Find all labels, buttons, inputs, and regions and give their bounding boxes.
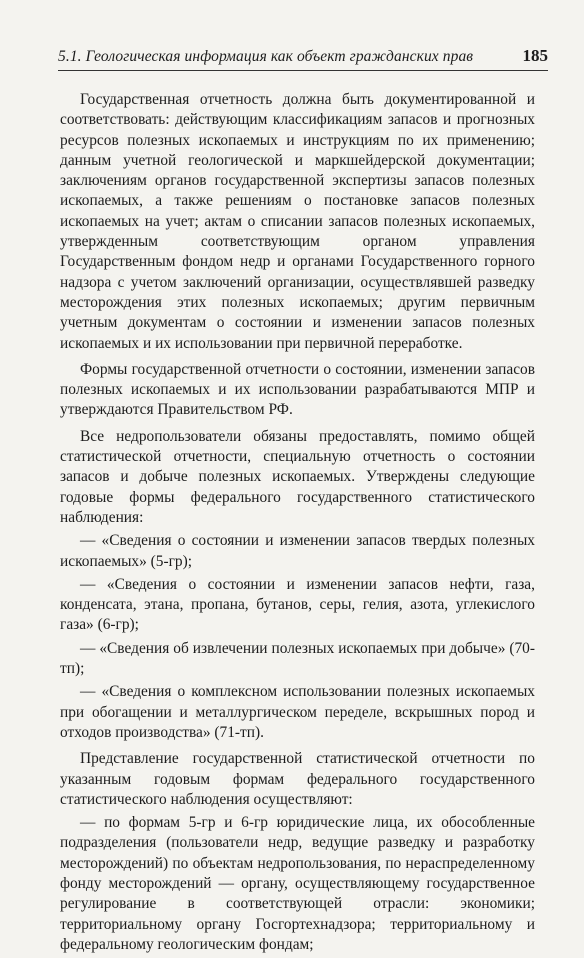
- list-item: — «Сведения об извлечении полезных ископаемых при добыче» (70-тп);: [60, 639, 535, 678]
- paragraph: Государственная отчетность должна быть документированной и соответствовать: действующим классификациям запасов и прогнозных ресурсов полезных ископаемых и инструкциям по их применению; данным учетной геологической и маркшейдерской документации; заключениям органов государственной экспертизы запасов полезных ископаемых, а также решениям о постановке запасов полезных ископаемых на учет; актам о списании запасов полезных ископаемых, утвержденным соответствующим органом управления Государственным фондом недр и органами Государственного горного надзора с учетом заключений организации, осуществлявшей разведку месторождения этих полезных ископаемых; другим первичным учетным документам о состоянии и изменении запасов полезных ископаемых и их использовании при первичной переработке.: [60, 91, 535, 352]
- paragraph: Формы государственной отчетности о состоянии, изменении запасов полезных ископаемых и их использовании разрабатываются МПР и утверждаются Правительством РФ.: [60, 360, 535, 419]
- page-number: 185: [522, 46, 548, 65]
- list-item: — «Сведения о комплексном использовании полезных ископаемых при обогащении и металлургическом переделе, вскрышных пород и отходов производства» (71-тп).: [60, 683, 535, 741]
- paragraph: Представление государственной статистической отчетности по указанным годовым формам федерального государственного статистического наблюдения осуществляют:: [60, 750, 535, 808]
- body-text: [60, 90, 535, 958]
- list-item: — по формам 5-гр и 6-гр юридические лица, их обособленные подразделения (пользователи недр, ведущие разведку и разработку месторождений) по объектам недропользования, по нераспределенному фонду месторождений — органу, осуществляющему государственное регулирование в соответствующей отрасли: экономики; территориальному органу Госгортехнадзора; территориальному и федеральному геологическим фондам;: [60, 814, 535, 953]
- list-item: — «Сведения о состоянии и изменении запасов твердых полезных ископаемых» (5-гр);: [60, 532, 535, 570]
- running-header: [58, 40, 548, 71]
- list-item: — «Сведения о состоянии и изменении запасов нефти, газа, конденсата, этана, пропана, бутанов, серы, гелия, азота, углекислого газа» (6-гр);: [60, 575, 535, 634]
- paragraph: Все недропользователи обязаны предоставлять, помимо общей статистической отчетности, специальную отчетность о состоянии запасов и добыче полезных ископаемых. Утверждены следующие годовые формы федерального государственного статистического наблюдения:: [60, 427, 535, 526]
- header-title: 5.1. Геологическая информация как объект гражданских прав: [58, 48, 474, 65]
